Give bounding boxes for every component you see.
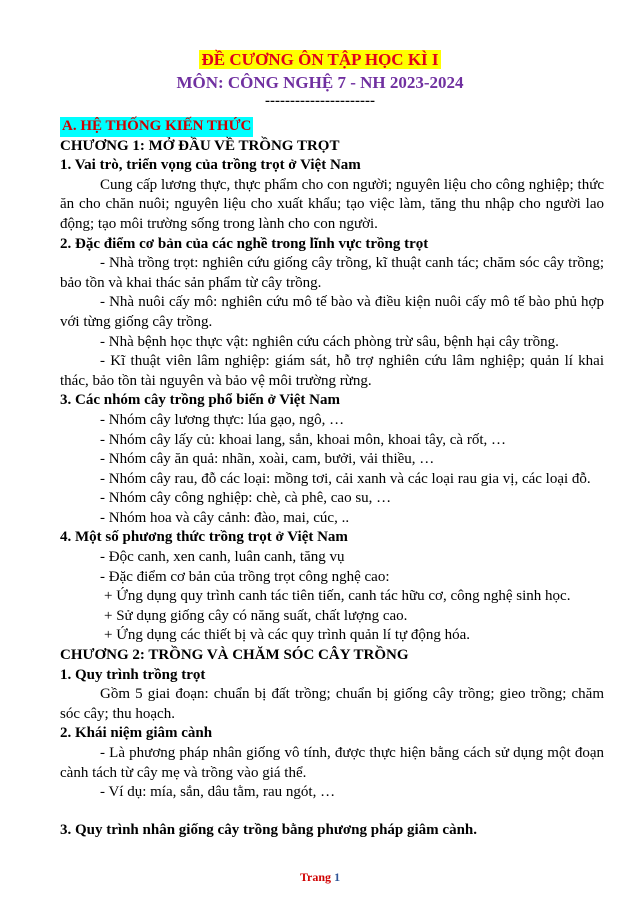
ch2-section-3-heading: 3. Quy trình nhân giống cây trồng bằng phương pháp giâm cành. <box>60 821 478 838</box>
ch1-section-3-item: - Nhóm cây ăn quả: nhãn, xoài, cam, bưởi, vải thiều, … <box>100 451 435 468</box>
page-label: Trang <box>299 870 332 884</box>
ch1-section-2-item: - Kĩ thuật viên lâm nghiệp: giám sát, hỗ trợ nghiên cứu lâm nghiệp; quản lí khai thác, bảo tồn tài nguyên và bảo vệ môi trường rừng. <box>60 353 604 389</box>
ch1-section-3-heading: 3. Các nhóm cây trồng phổ biến ở Việt Nam <box>60 392 340 409</box>
document-subtitle: MÔN: CÔNG NGHỆ 7 - NH 2023-2024 <box>176 73 464 92</box>
ch2-section-1-heading: 1. Quy trình trồng trọt <box>60 666 206 683</box>
chapter-2-title: CHƯƠNG 2: TRỒNG VÀ CHĂM SÓC CÂY TRỒNG <box>60 647 409 664</box>
page-footer <box>0 870 640 885</box>
ch2-section-2-item: - Là phương pháp nhân giống vô tính, được thực hiện bằng cách sử dụng một đoạn cành tách từ cây mẹ và trồng vào giá thể. <box>60 745 604 781</box>
ch2-section-2-item: - Ví dụ: mía, sắn, dâu tằm, rau ngót, … <box>100 784 336 801</box>
document-body <box>60 117 604 840</box>
ch1-section-2-item: - Nhà nuôi cấy mô: nghiên cứu mô tế bào và điều kiện nuôi cấy mô tế bào phủ hợp với từng giống cây trồng. <box>60 294 604 330</box>
ch2-section-2-heading: 2. Khái niệm giâm cành <box>60 725 213 742</box>
ch2-section-1-text: Gồm 5 giai đoạn: chuẩn bị đất trồng; chuẩn bị giống cây trồng; gieo trồng; chăm sóc cây; thu hoạch. <box>60 686 604 722</box>
ch1-section-2-item: - Nhà bệnh học thực vật: nghiên cứu cách phòng trừ sâu, bệnh hại cây trồng. <box>100 333 559 350</box>
ch1-section-1-heading: 1. Vai trò, triển vọng của trồng trọt ở Việt Nam <box>60 157 361 174</box>
ch1-section-3-item: - Nhóm cây lấy củ: khoai lang, sắn, khoai môn, khoai tây, cà rốt, … <box>100 431 507 448</box>
section-a-heading: A. HỆ THỐNG KIẾN THỨC <box>60 117 253 137</box>
ch1-section-4-heading: 4. Một số phương thức trồng trọt ở Việt Nam <box>60 529 348 546</box>
spacer <box>60 803 604 821</box>
ch1-section-3-item: - Nhóm cây công nghiệp: chè, cà phê, cao su, … <box>100 490 392 507</box>
ch1-section-4-subitem: + Sử dụng giống cây có năng suất, chất lượng cao. <box>104 607 408 624</box>
ch1-section-4-item: - Đặc điểm cơ bản của trồng trọt công nghệ cao: <box>100 568 390 585</box>
ch1-section-4-item: - Độc canh, xen canh, luân canh, tăng vụ <box>100 549 345 566</box>
ch1-section-3-item: - Nhóm cây rau, đỗ các loại: mồng tơi, cải xanh và các loại rau gia vị, các loại đỗ. <box>100 470 591 487</box>
ch1-section-2-item: - Nhà trồng trọt: nghiên cứu giống cây trồng, kĩ thuật canh tác; chăm sóc cây trồng; bảo tồn và khai thác sản phẩm từ cây trồng. <box>60 255 604 291</box>
document-title: ĐỀ CƯƠNG ÔN TẬP HỌC KÌ I <box>201 50 439 69</box>
ch1-section-4-subitem: + Ứng dụng quy trình canh tác tiên tiến, canh tác hữu cơ, công nghệ sinh học. <box>104 588 571 605</box>
ch1-section-4-subitem: + Ứng dụng các thiết bị và các quy trình quản lí tự động hóa. <box>104 627 471 644</box>
ch1-section-3-item: - Nhóm hoa và cây cảnh: đào, mai, cúc, .. <box>100 509 350 526</box>
title-divider: ---------------------- <box>265 93 375 109</box>
chapter-1-title: CHƯƠNG 1: MỞ ĐẦU VỀ TRỒNG TRỌT <box>60 137 340 154</box>
ch1-section-3-item: - Nhóm cây lương thực: lúa gạo, ngô, … <box>100 411 345 428</box>
ch1-section-1-text: Cung cấp lương thực, thực phẩm cho con người; nguyên liệu cho công nghiệp; thức ăn cho chăn nuôi; nguyên liệu cho xuất khẩu; tạo việc làm, tăng thu nhập cho người lao động; tạo môi trường sống trong lành cho con người. <box>60 176 604 232</box>
page-number: 1 <box>334 870 341 884</box>
ch1-section-2-heading: 2. Đặc điểm cơ bản của các nghề trong lĩnh vực trồng trọt <box>60 235 429 252</box>
